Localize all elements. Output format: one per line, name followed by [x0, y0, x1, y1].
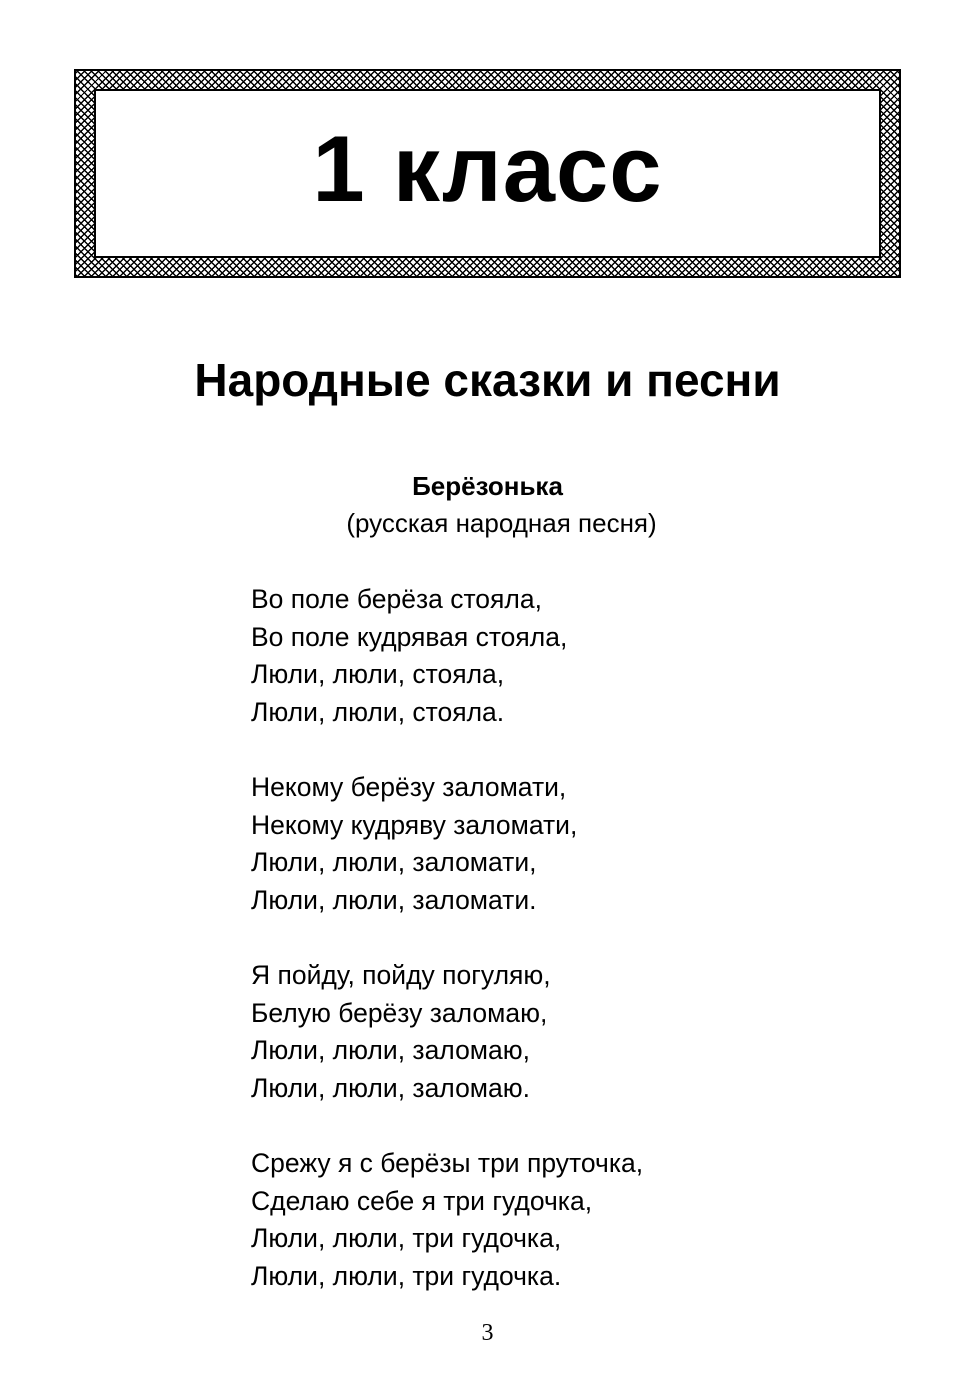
stanza-3 — [251, 957, 851, 1107]
class-title: 1 класс — [312, 116, 663, 221]
poem-line: Люли, люли, стояла. — [251, 696, 505, 727]
poem-body — [251, 581, 851, 1333]
poem-line: Белую берёзу заломаю, — [251, 997, 548, 1028]
poem-line: Сделаю себе я три гудочка, — [251, 1185, 593, 1216]
poem-line: Во поле берёза стояла, — [251, 584, 542, 614]
poem-line: Срежу я с берёзы три пруточка, — [251, 1148, 644, 1178]
poem-line: Некому кудряву заломати, — [251, 809, 578, 840]
poem-line: Люли, люли, заломаю, — [251, 1035, 531, 1065]
stanza-4 — [251, 1145, 851, 1295]
poem-line: Люли, люли, три гудочка, — [251, 1223, 562, 1253]
poem-subtitle: (русская народная песня) — [346, 508, 657, 538]
frame-inner-panel — [94, 89, 881, 258]
poem-line: Я пойду, пойду погуляю, — [251, 960, 551, 990]
stanza-1 — [251, 581, 851, 731]
stanza-2 — [251, 769, 851, 919]
poem-title: Берёзонька — [412, 471, 563, 501]
poem-line: Люли, люли, заломаю. — [251, 1072, 531, 1103]
poem-line: Люли, люли, стояла, — [251, 659, 505, 689]
poem-line: Во поле кудрявая стояла, — [251, 621, 568, 652]
poem-line: Люли, люли, три гудочка. — [251, 1260, 562, 1291]
section-title: Народные сказки и песни — [194, 354, 781, 406]
poem-line: Некому берёзу заломати, — [251, 772, 567, 802]
page-number: 3 — [481, 1320, 494, 1346]
decorative-frame — [74, 69, 901, 278]
poem-line: Люли, люли, заломати. — [251, 884, 537, 915]
poem-line: Люли, люли, заломати, — [251, 847, 537, 877]
